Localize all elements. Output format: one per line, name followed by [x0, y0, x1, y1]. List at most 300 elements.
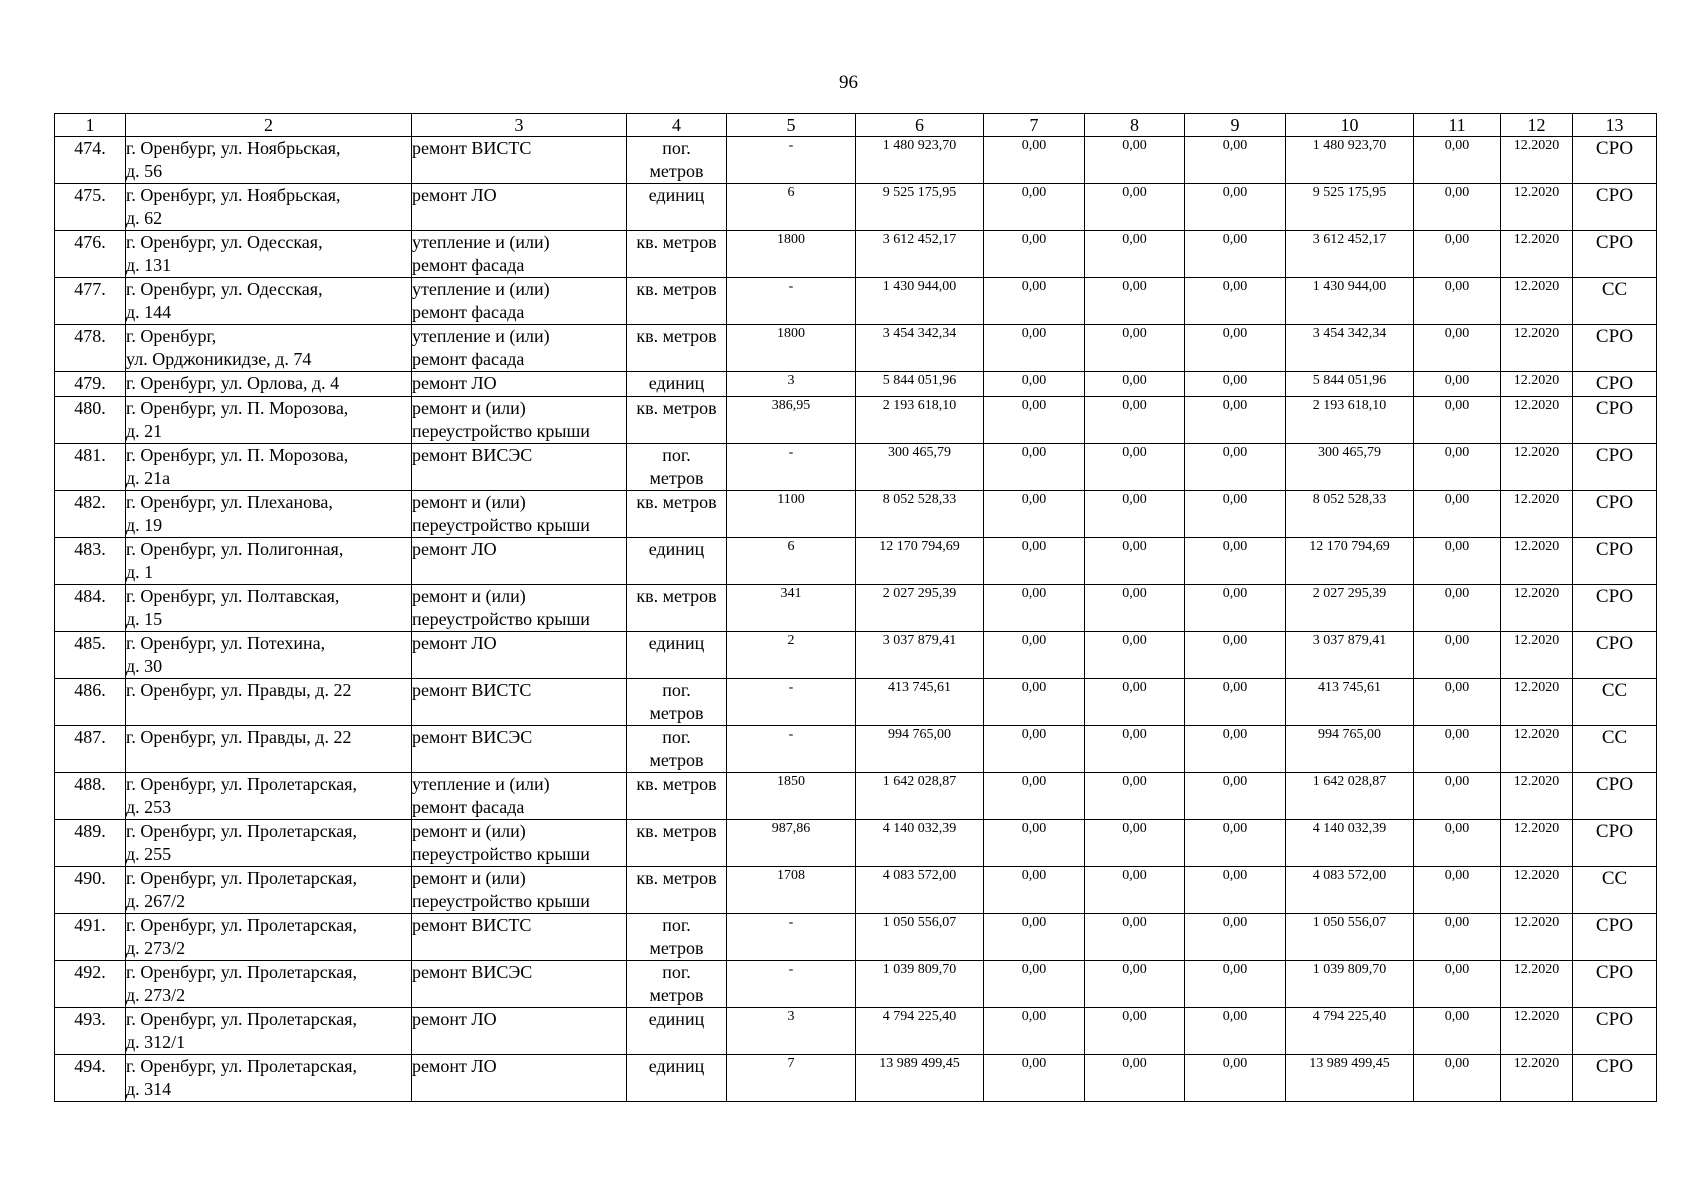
- deadline-cell: 12.2020: [1501, 820, 1573, 867]
- fund-col7-cell: 0,00: [984, 444, 1085, 491]
- row-number: 492.: [55, 961, 126, 1008]
- total-cost-cell: 8 052 528,33: [856, 491, 984, 538]
- row-number: 489.: [55, 820, 126, 867]
- address-cell: [126, 1008, 412, 1055]
- column-header: 3: [412, 114, 627, 137]
- row-number: 480.: [55, 397, 126, 444]
- method-cell: СС: [1573, 679, 1657, 726]
- address-cell: [126, 325, 412, 372]
- cell-line: д. 144: [126, 302, 172, 322]
- cell-line: г. Оренбург, ул. Пролетарская,: [126, 962, 358, 982]
- cell-line: ремонт фасада: [412, 349, 525, 369]
- cell-line: г. Оренбург, ул. Ноябрьская,: [126, 138, 341, 158]
- column-header: 13: [1573, 114, 1657, 137]
- address-cell: [126, 867, 412, 914]
- fund-col11-cell: 0,00: [1414, 632, 1501, 679]
- method-cell: СС: [1573, 278, 1657, 325]
- cell-line: г. Оренбург, ул. Ноябрьская,: [126, 185, 341, 205]
- cell-line: г. Оренбург, ул. Полтавская,: [126, 586, 340, 606]
- cell-line: ремонт ВИСЭС: [412, 962, 533, 982]
- quantity-cell: -: [727, 278, 856, 325]
- cell-line: кв. метров: [636, 774, 717, 794]
- cell-line: г. Оренбург, ул. Пролетарская,: [126, 774, 358, 794]
- fund-col7-cell: 0,00: [984, 538, 1085, 585]
- method-cell: СС: [1573, 867, 1657, 914]
- unit-cell: [627, 1055, 727, 1102]
- cell-line: г. Оренбург, ул. П. Морозова,: [126, 445, 349, 465]
- fund-col10-cell: 3 037 879,41: [1286, 632, 1414, 679]
- fund-col10-cell: 1 039 809,70: [1286, 961, 1414, 1008]
- fund-col9-cell: 0,00: [1185, 632, 1286, 679]
- fund-col7-cell: 0,00: [984, 397, 1085, 444]
- cell-line: г. Оренбург, ул. Одесская,: [126, 279, 323, 299]
- fund-col10-cell: 994 765,00: [1286, 726, 1414, 773]
- total-cost-cell: 3 454 342,34: [856, 325, 984, 372]
- fund-col9-cell: 0,00: [1185, 867, 1286, 914]
- quantity-cell: -: [727, 137, 856, 184]
- table-row: [55, 585, 1657, 632]
- fund-col7-cell: 0,00: [984, 184, 1085, 231]
- fund-col10-cell: 1 642 028,87: [1286, 773, 1414, 820]
- deadline-cell: 12.2020: [1501, 961, 1573, 1008]
- cell-line: кв. метров: [636, 232, 717, 252]
- unit-cell: [627, 632, 727, 679]
- quantity-cell: 987,86: [727, 820, 856, 867]
- cell-line: г. Оренбург,: [126, 326, 217, 346]
- fund-col9-cell: 0,00: [1185, 325, 1286, 372]
- total-cost-cell: 2 193 618,10: [856, 397, 984, 444]
- fund-col8-cell: 0,00: [1085, 820, 1185, 867]
- fund-col8-cell: 0,00: [1085, 444, 1185, 491]
- fund-col7-cell: 0,00: [984, 1055, 1085, 1102]
- row-number: 490.: [55, 867, 126, 914]
- fund-col8-cell: 0,00: [1085, 961, 1185, 1008]
- address-cell: [126, 184, 412, 231]
- address-cell: [126, 1055, 412, 1102]
- fund-col9-cell: 0,00: [1185, 278, 1286, 325]
- unit-cell: [627, 137, 727, 184]
- address-cell: [126, 632, 412, 679]
- column-header: 7: [984, 114, 1085, 137]
- table-row: [55, 444, 1657, 491]
- quantity-cell: 2: [727, 632, 856, 679]
- cell-line: г. Оренбург, ул. П. Морозова,: [126, 398, 349, 418]
- cell-line: д. 267/2: [126, 891, 186, 911]
- cell-line: переустройство крыши: [412, 515, 590, 535]
- method-cell: СРО: [1573, 231, 1657, 278]
- cell-line: г. Оренбург, ул. Пролетарская,: [126, 1009, 358, 1029]
- cell-line: г. Оренбург, ул. Пролетарская,: [126, 868, 358, 888]
- fund-col11-cell: 0,00: [1414, 773, 1501, 820]
- quantity-cell: 341: [727, 585, 856, 632]
- address-cell: [126, 137, 412, 184]
- fund-col10-cell: 413 745,61: [1286, 679, 1414, 726]
- method-cell: СРО: [1573, 137, 1657, 184]
- deadline-cell: 12.2020: [1501, 1055, 1573, 1102]
- deadline-cell: 12.2020: [1501, 679, 1573, 726]
- total-cost-cell: 3 612 452,17: [856, 231, 984, 278]
- fund-col10-cell: 12 170 794,69: [1286, 538, 1414, 585]
- quantity-cell: -: [727, 679, 856, 726]
- column-header: 8: [1085, 114, 1185, 137]
- fund-col7-cell: 0,00: [984, 137, 1085, 184]
- row-number: 488.: [55, 773, 126, 820]
- work-type-cell: [412, 679, 627, 726]
- cell-line: утепление и (или): [412, 326, 550, 346]
- fund-col9-cell: 0,00: [1185, 679, 1286, 726]
- unit-cell: [627, 820, 727, 867]
- cell-line: г. Оренбург, ул. Одесская,: [126, 232, 323, 252]
- cell-line: д. 21а: [126, 468, 171, 488]
- cell-line: д. 62: [126, 208, 163, 228]
- fund-col8-cell: 0,00: [1085, 914, 1185, 961]
- fund-col11-cell: 0,00: [1414, 397, 1501, 444]
- deadline-cell: 12.2020: [1501, 773, 1573, 820]
- fund-col7-cell: 0,00: [984, 773, 1085, 820]
- quantity-cell: 6: [727, 538, 856, 585]
- fund-col7-cell: 0,00: [984, 726, 1085, 773]
- fund-col10-cell: 3 612 452,17: [1286, 231, 1414, 278]
- cell-line: единиц: [648, 539, 705, 559]
- cell-line: г. Оренбург, ул. Пролетарская,: [126, 1056, 358, 1076]
- fund-col8-cell: 0,00: [1085, 491, 1185, 538]
- cell-line: пог.: [662, 138, 691, 158]
- cell-line: единиц: [648, 373, 705, 393]
- row-number: 487.: [55, 726, 126, 773]
- method-cell: СРО: [1573, 372, 1657, 397]
- fund-col11-cell: 0,00: [1414, 679, 1501, 726]
- fund-col11-cell: 0,00: [1414, 491, 1501, 538]
- cell-line: переустройство крыши: [412, 844, 590, 864]
- cell-line: д. 314: [126, 1079, 172, 1099]
- quantity-cell: 1800: [727, 231, 856, 278]
- cell-line: метров: [649, 161, 704, 181]
- work-type-cell: [412, 372, 627, 397]
- fund-col11-cell: 0,00: [1414, 538, 1501, 585]
- address-cell: [126, 538, 412, 585]
- deadline-cell: 12.2020: [1501, 372, 1573, 397]
- fund-col8-cell: 0,00: [1085, 867, 1185, 914]
- unit-cell: [627, 773, 727, 820]
- method-cell: СРО: [1573, 1055, 1657, 1102]
- address-cell: [126, 372, 412, 397]
- unit-cell: [627, 914, 727, 961]
- total-cost-cell: 994 765,00: [856, 726, 984, 773]
- cell-line: ремонт и (или): [412, 821, 526, 841]
- cell-line: кв. метров: [636, 398, 717, 418]
- register-table: [54, 113, 1657, 1102]
- fund-col9-cell: 0,00: [1185, 444, 1286, 491]
- work-type-cell: [412, 325, 627, 372]
- cell-line: метров: [649, 985, 704, 1005]
- fund-col8-cell: 0,00: [1085, 137, 1185, 184]
- cell-line: г. Оренбург, ул. Потехина,: [126, 633, 326, 653]
- fund-col11-cell: 0,00: [1414, 585, 1501, 632]
- row-number: 477.: [55, 278, 126, 325]
- method-cell: СРО: [1573, 444, 1657, 491]
- fund-col7-cell: 0,00: [984, 585, 1085, 632]
- fund-col10-cell: 5 844 051,96: [1286, 372, 1414, 397]
- cell-line: ул. Орджоникидзе, д. 74: [126, 349, 312, 369]
- column-header: 10: [1286, 114, 1414, 137]
- fund-col10-cell: 13 989 499,45: [1286, 1055, 1414, 1102]
- quantity-cell: 6: [727, 184, 856, 231]
- fund-col8-cell: 0,00: [1085, 1055, 1185, 1102]
- row-number: 484.: [55, 585, 126, 632]
- column-header: 5: [727, 114, 856, 137]
- cell-line: ремонт и (или): [412, 586, 526, 606]
- fund-col10-cell: 1 050 556,07: [1286, 914, 1414, 961]
- row-number: 479.: [55, 372, 126, 397]
- table-row: [55, 184, 1657, 231]
- work-type-cell: [412, 867, 627, 914]
- cell-line: д. 253: [126, 797, 172, 817]
- fund-col11-cell: 0,00: [1414, 820, 1501, 867]
- deadline-cell: 12.2020: [1501, 632, 1573, 679]
- deadline-cell: 12.2020: [1501, 585, 1573, 632]
- total-cost-cell: 1 039 809,70: [856, 961, 984, 1008]
- fund-col9-cell: 0,00: [1185, 1055, 1286, 1102]
- total-cost-cell: 4 083 572,00: [856, 867, 984, 914]
- row-number: 475.: [55, 184, 126, 231]
- cell-line: пог.: [662, 915, 691, 935]
- table-row: [55, 632, 1657, 679]
- fund-col9-cell: 0,00: [1185, 726, 1286, 773]
- cell-line: г. Оренбург, ул. Полигонная,: [126, 539, 344, 559]
- unit-cell: [627, 444, 727, 491]
- fund-col8-cell: 0,00: [1085, 679, 1185, 726]
- fund-col10-cell: 1 480 923,70: [1286, 137, 1414, 184]
- fund-col11-cell: 0,00: [1414, 726, 1501, 773]
- fund-col11-cell: 0,00: [1414, 444, 1501, 491]
- fund-col9-cell: 0,00: [1185, 491, 1286, 538]
- cell-line: пог.: [662, 962, 691, 982]
- table-row: [55, 867, 1657, 914]
- unit-cell: [627, 491, 727, 538]
- fund-col11-cell: 0,00: [1414, 278, 1501, 325]
- cell-line: пог.: [662, 445, 691, 465]
- deadline-cell: 12.2020: [1501, 231, 1573, 278]
- cell-line: д. 131: [126, 255, 172, 275]
- address-cell: [126, 491, 412, 538]
- quantity-cell: 1100: [727, 491, 856, 538]
- cell-line: кв. метров: [636, 586, 717, 606]
- fund-col7-cell: 0,00: [984, 679, 1085, 726]
- fund-col10-cell: 4 794 225,40: [1286, 1008, 1414, 1055]
- total-cost-cell: 1 430 944,00: [856, 278, 984, 325]
- method-cell: СРО: [1573, 491, 1657, 538]
- row-number: 482.: [55, 491, 126, 538]
- address-cell: [126, 679, 412, 726]
- fund-col11-cell: 0,00: [1414, 231, 1501, 278]
- work-type-cell: [412, 491, 627, 538]
- method-cell: СРО: [1573, 1008, 1657, 1055]
- fund-col10-cell: 2 193 618,10: [1286, 397, 1414, 444]
- quantity-cell: -: [727, 914, 856, 961]
- fund-col8-cell: 0,00: [1085, 231, 1185, 278]
- work-type-cell: [412, 1055, 627, 1102]
- cell-line: единиц: [648, 633, 705, 653]
- table-row: [55, 820, 1657, 867]
- deadline-cell: 12.2020: [1501, 444, 1573, 491]
- deadline-cell: 12.2020: [1501, 1008, 1573, 1055]
- column-header: 9: [1185, 114, 1286, 137]
- fund-col8-cell: 0,00: [1085, 184, 1185, 231]
- column-header: 2: [126, 114, 412, 137]
- column-header: 12: [1501, 114, 1573, 137]
- cell-line: ремонт фасада: [412, 255, 525, 275]
- work-type-cell: [412, 1008, 627, 1055]
- fund-col8-cell: 0,00: [1085, 632, 1185, 679]
- total-cost-cell: 2 027 295,39: [856, 585, 984, 632]
- cell-line: ремонт и (или): [412, 868, 526, 888]
- fund-col10-cell: 8 052 528,33: [1286, 491, 1414, 538]
- unit-cell: [627, 372, 727, 397]
- unit-cell: [627, 325, 727, 372]
- deadline-cell: 12.2020: [1501, 184, 1573, 231]
- cell-line: ремонт фасада: [412, 302, 525, 322]
- cell-line: ремонт ЛО: [412, 373, 497, 393]
- cell-line: д. 273/2: [126, 938, 186, 958]
- cell-line: кв. метров: [636, 821, 717, 841]
- fund-col9-cell: 0,00: [1185, 538, 1286, 585]
- row-number: 485.: [55, 632, 126, 679]
- table-row: [55, 231, 1657, 278]
- unit-cell: [627, 1008, 727, 1055]
- cell-line: ремонт и (или): [412, 398, 526, 418]
- unit-cell: [627, 184, 727, 231]
- address-cell: [126, 773, 412, 820]
- address-cell: [126, 726, 412, 773]
- work-type-cell: [412, 231, 627, 278]
- method-cell: СРО: [1573, 820, 1657, 867]
- fund-col9-cell: 0,00: [1185, 961, 1286, 1008]
- row-number: 481.: [55, 444, 126, 491]
- fund-col9-cell: 0,00: [1185, 1008, 1286, 1055]
- total-cost-cell: 4 140 032,39: [856, 820, 984, 867]
- fund-col11-cell: 0,00: [1414, 867, 1501, 914]
- quantity-cell: 1850: [727, 773, 856, 820]
- deadline-cell: 12.2020: [1501, 397, 1573, 444]
- work-type-cell: [412, 184, 627, 231]
- deadline-cell: 12.2020: [1501, 278, 1573, 325]
- fund-col11-cell: 0,00: [1414, 961, 1501, 1008]
- method-cell: СРО: [1573, 538, 1657, 585]
- fund-col9-cell: 0,00: [1185, 397, 1286, 444]
- deadline-cell: 12.2020: [1501, 914, 1573, 961]
- table-row: [55, 538, 1657, 585]
- deadline-cell: 12.2020: [1501, 538, 1573, 585]
- deadline-cell: 12.2020: [1501, 726, 1573, 773]
- work-type-cell: [412, 914, 627, 961]
- cell-line: ремонт ЛО: [412, 539, 497, 559]
- column-number-row: [55, 114, 1657, 137]
- quantity-cell: 7: [727, 1055, 856, 1102]
- total-cost-cell: 13 989 499,45: [856, 1055, 984, 1102]
- work-type-cell: [412, 726, 627, 773]
- total-cost-cell: 3 037 879,41: [856, 632, 984, 679]
- cell-line: ремонт ВИСТС: [412, 915, 532, 935]
- table-row: [55, 726, 1657, 773]
- quantity-cell: -: [727, 726, 856, 773]
- quantity-cell: 3: [727, 372, 856, 397]
- quantity-cell: 386,95: [727, 397, 856, 444]
- cell-line: ремонт фасада: [412, 797, 525, 817]
- work-type-cell: [412, 585, 627, 632]
- total-cost-cell: 1 642 028,87: [856, 773, 984, 820]
- fund-col11-cell: 0,00: [1414, 184, 1501, 231]
- fund-col9-cell: 0,00: [1185, 231, 1286, 278]
- cell-line: кв. метров: [636, 326, 717, 346]
- cell-line: единиц: [648, 185, 705, 205]
- cell-line: г. Оренбург, ул. Пролетарская,: [126, 915, 358, 935]
- address-cell: [126, 444, 412, 491]
- cell-line: д. 255: [126, 844, 172, 864]
- fund-col9-cell: 0,00: [1185, 184, 1286, 231]
- cell-line: переустройство крыши: [412, 609, 590, 629]
- unit-cell: [627, 397, 727, 444]
- work-type-cell: [412, 773, 627, 820]
- cell-line: ремонт ЛО: [412, 1009, 497, 1029]
- fund-col10-cell: 4 140 032,39: [1286, 820, 1414, 867]
- fund-col9-cell: 0,00: [1185, 820, 1286, 867]
- table-row: [55, 278, 1657, 325]
- cell-line: единиц: [648, 1056, 705, 1076]
- total-cost-cell: 1 050 556,07: [856, 914, 984, 961]
- fund-col11-cell: 0,00: [1414, 325, 1501, 372]
- cell-line: кв. метров: [636, 868, 717, 888]
- cell-line: утепление и (или): [412, 279, 550, 299]
- cell-line: утепление и (или): [412, 774, 550, 794]
- cell-line: г. Оренбург, ул. Правды, д. 22: [126, 727, 352, 747]
- row-number: 493.: [55, 1008, 126, 1055]
- address-cell: [126, 585, 412, 632]
- cell-line: метров: [649, 938, 704, 958]
- column-header: 11: [1414, 114, 1501, 137]
- fund-col7-cell: 0,00: [984, 231, 1085, 278]
- fund-col9-cell: 0,00: [1185, 137, 1286, 184]
- method-cell: СРО: [1573, 914, 1657, 961]
- unit-cell: [627, 585, 727, 632]
- fund-col9-cell: 0,00: [1185, 372, 1286, 397]
- fund-col11-cell: 0,00: [1414, 914, 1501, 961]
- fund-col10-cell: 1 430 944,00: [1286, 278, 1414, 325]
- fund-col9-cell: 0,00: [1185, 773, 1286, 820]
- fund-col8-cell: 0,00: [1085, 278, 1185, 325]
- cell-line: пог.: [662, 680, 691, 700]
- table-row: [55, 961, 1657, 1008]
- cell-line: метров: [649, 750, 704, 770]
- fund-col7-cell: 0,00: [984, 820, 1085, 867]
- fund-col11-cell: 0,00: [1414, 372, 1501, 397]
- fund-col7-cell: 0,00: [984, 372, 1085, 397]
- column-header: 6: [856, 114, 984, 137]
- cell-line: ремонт ВИСТС: [412, 138, 532, 158]
- total-cost-cell: 413 745,61: [856, 679, 984, 726]
- table-row: [55, 137, 1657, 184]
- fund-col7-cell: 0,00: [984, 867, 1085, 914]
- cell-line: ремонт ЛО: [412, 633, 497, 653]
- unit-cell: [627, 726, 727, 773]
- fund-col11-cell: 0,00: [1414, 137, 1501, 184]
- fund-col8-cell: 0,00: [1085, 773, 1185, 820]
- total-cost-cell: 1 480 923,70: [856, 137, 984, 184]
- work-type-cell: [412, 137, 627, 184]
- table-row: [55, 372, 1657, 397]
- cell-line: метров: [649, 703, 704, 723]
- cell-line: ремонт и (или): [412, 492, 526, 512]
- cell-line: д. 1: [126, 562, 154, 582]
